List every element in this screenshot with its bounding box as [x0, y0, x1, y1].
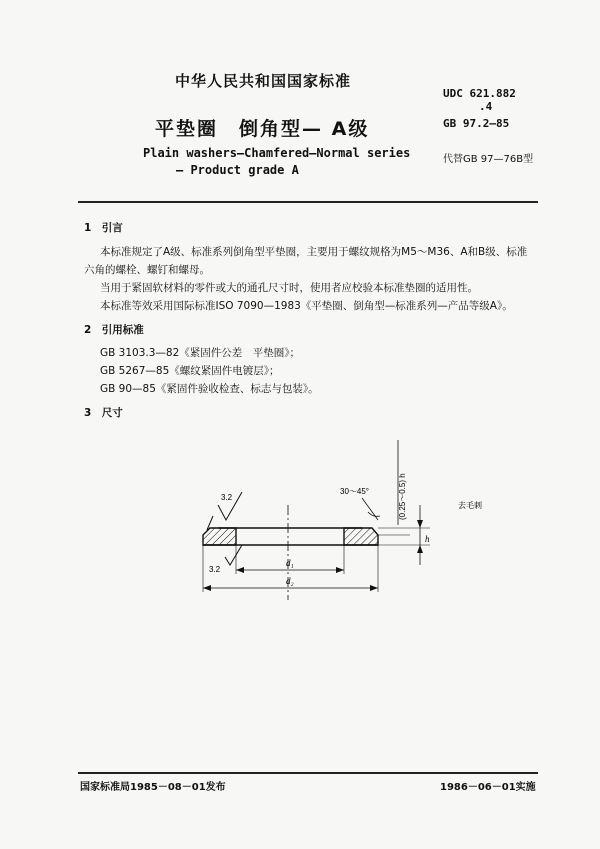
section-3-heading: 3 尺寸: [84, 407, 123, 419]
section-1-heading: 1 引言: [84, 222, 123, 234]
udc-number-suffix: .4: [479, 100, 493, 113]
section-1-para1-line2: 六角的螺栓、螺钉和螺母。: [84, 264, 210, 276]
section-1-para3: 本标准等效采用国际标准ISO 7090—1983《平垫圈、倒角型—标准系列—产品等级A》。: [100, 300, 513, 312]
roughness-symbol-bottom: [225, 545, 242, 565]
replaces-note: 代替GB 97—76B型: [443, 154, 534, 165]
section-1-para2: 当用于紧固软材料的零件或大的通孔尺寸时，使用者应校验本标准垫圈的适用性。: [100, 282, 478, 294]
reference-2: GB 5267—85《螺纹紧固件电镀层》；: [100, 365, 280, 377]
left-section: [203, 528, 236, 545]
dim-d2-label: d₂: [286, 576, 294, 586]
effective-date: 1986－06－01实施: [440, 782, 536, 793]
dim-d1-label: d₁: [286, 558, 294, 568]
reference-3: GB 90—85《紧固件验收检查、标志与包装》。: [100, 383, 319, 395]
section-2-heading: 2 引用标准: [84, 324, 144, 336]
roughness-label-bottom: 3.2: [209, 565, 221, 574]
standard-title: 平垫圈 倒角型— A级: [155, 118, 370, 140]
gb-number: GB 97.2—85: [443, 117, 510, 130]
issuing-authority: 中华人民共和国国家标准: [175, 72, 352, 90]
footer-rule: [78, 772, 538, 774]
english-title-line2: — Product grade A: [176, 163, 299, 177]
chamfer-angle-label: 30～45°: [340, 487, 369, 496]
deburr-label: 去毛刺: [458, 501, 482, 510]
chamfer-depth-label: (0.25～0.5) h: [398, 473, 407, 520]
roughness-label-top: 3.2: [221, 493, 233, 502]
dim-h-label: h: [425, 534, 430, 544]
right-section: [344, 528, 378, 545]
section-1-para1-line1: 本标准规定了A级、标准系列倒角型平垫圈，主要用于螺纹规格为M5～M36、A和B级、标准: [100, 246, 528, 258]
reference-1: GB 3103.3—82《紧固件公差 平垫圈》；: [100, 347, 301, 359]
english-title-line1: Plain washers—Chamfered—Normal series: [143, 146, 411, 160]
approval-date: 国家标准局1985－08－01发布: [80, 782, 226, 793]
udc-number: UDC 621.882: [443, 87, 516, 100]
